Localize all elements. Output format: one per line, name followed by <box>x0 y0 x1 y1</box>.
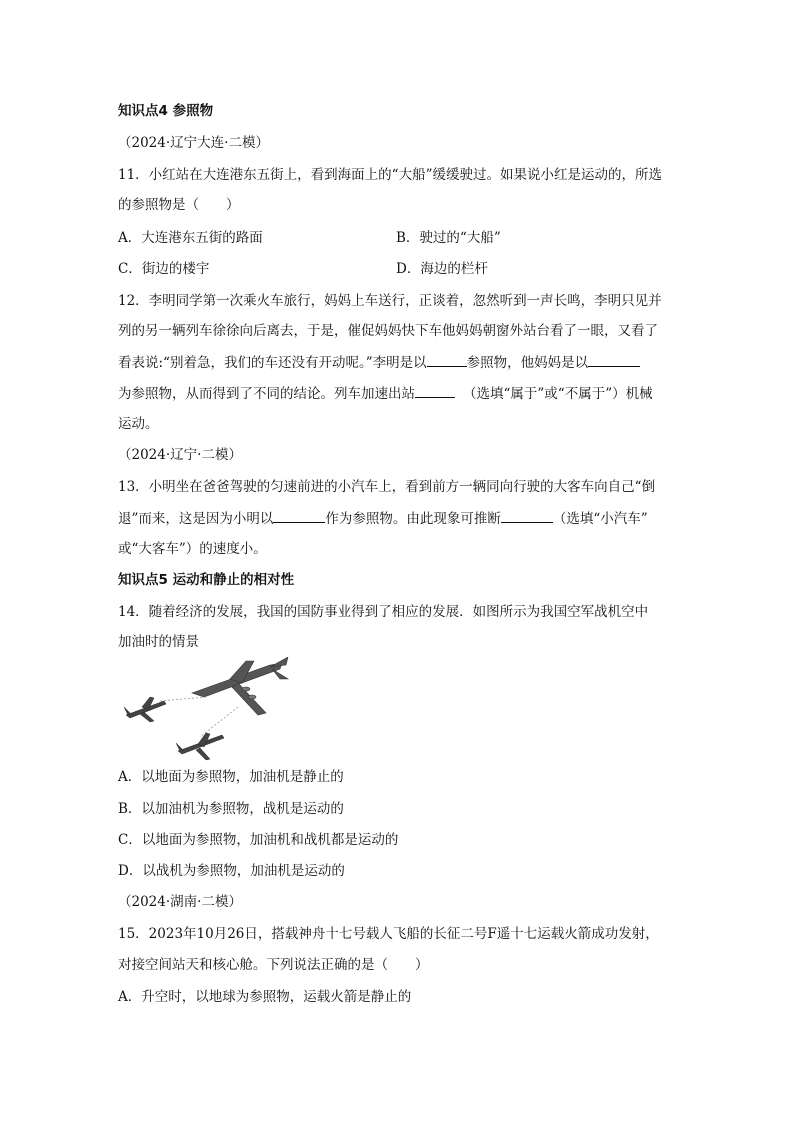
q13-answer-blank-2[interactable] <box>501 508 553 523</box>
q13-line-2 <box>118 508 648 529</box>
q15-stem-line-2: 对接空间站天和核心舱。下列说法正确的是（ ） <box>118 957 429 973</box>
fighter-jet-bottom-icon <box>176 733 224 760</box>
q12-answer-blank-3[interactable] <box>415 383 455 398</box>
q14-option-c: C．以地面为参照物，加油机和战机都是运动的 <box>118 832 399 848</box>
q14-option-b: B．以加油机为参照物，战机是运动的 <box>118 801 344 817</box>
refueling-hose-icon <box>160 697 238 737</box>
q13-line-1: 13．小明坐在爸爸驾驶的匀速前进的小汽车上，看到前方一辆同向行驶的大客车向自己“倒 <box>118 479 656 495</box>
q13-line-2-text-c: （选填“小汽车” <box>552 511 648 527</box>
q14-option-d: D．以战机为参照物，加油机是运动的 <box>118 863 345 879</box>
q14-option-a: A．以地面为参照物，加油机是静止的 <box>118 769 344 785</box>
fighter-jet-left-icon <box>124 697 166 722</box>
q11-stem-line-2: 的参照物是（ ） <box>118 197 240 213</box>
q11-option-a: A．大连港东五街的路面 <box>118 230 263 246</box>
q11-option-c: C．街边的楼宇 <box>118 261 210 277</box>
q15-source: （2024·湖南·二模） <box>118 894 242 910</box>
q14-stem-line-1: 14．随着经济的发展，我国的国防事业得到了相应的发展．如图所示为我国空军战机空中 <box>118 604 649 620</box>
q12-answer-blank-2[interactable] <box>588 352 640 367</box>
q15-option-a: A．升空时，以地球为参照物，运载火箭是静止的 <box>118 989 412 1005</box>
q15-stem-line-1: 15．2023年10月26日，搭载神舟十七号载人飞船的长征二号F遥十七运载火箭成功发射， <box>118 926 659 942</box>
q12-line-5: 运动。 <box>118 416 159 432</box>
q12-line-4 <box>118 383 653 404</box>
q12-line-4-text-a: 为参照物，从而得到了不同的结论。列车加速出站 <box>118 386 415 402</box>
q11-source: （2024·辽宁大连·二模） <box>118 135 269 151</box>
q11-option-b: B．驶过的“大船” <box>396 230 501 246</box>
q13-line-3: 或“大客车”）的速度小。 <box>118 541 267 557</box>
q13-source: （2024·辽宁·二模） <box>118 447 242 463</box>
q11-option-d: D．海边的栏杆 <box>396 261 488 277</box>
q12-answer-blank-1[interactable] <box>427 352 467 367</box>
q12-line-4-text-b: （选填“属于”或“不属于”）机械 <box>463 386 653 402</box>
q13-answer-blank-1[interactable] <box>273 508 325 523</box>
q12-line-3 <box>118 352 640 373</box>
q12-line-3-text-b: 参照物，他妈妈是以 <box>466 355 589 371</box>
q12-line-2: 列的另一辆列车徐徐向后离去，于是，催促妈妈快下车他妈妈朝窗外站台看了一眼，又看了 <box>118 323 658 339</box>
tanker-aircraft-icon <box>192 657 288 715</box>
q13-line-2-text-a: 退”而来，这是因为小明以 <box>118 511 274 527</box>
aerial-refueling-figure <box>120 657 290 763</box>
q12-line-3-text-a: 看表说:“别着急，我们的车还没有开动呢。”李明是以 <box>118 355 427 371</box>
section-heading-5: 知识点5 运动和静止的相对性 <box>118 572 295 588</box>
q13-line-2-text-b: 作为参照物。由此现象可推断 <box>325 511 501 527</box>
q14-stem-line-2: 加油时的情景 <box>118 634 199 650</box>
q12-line-1: 12．李明同学第一次乘火车旅行，妈妈上车送行，正谈着，忽然听到一声长鸣，李明只见并 <box>118 293 662 309</box>
q11-stem-line-1: 11．小红站在大连港东五街上，看到海面上的“大船”缓缓驶过。如果说小红是运动的，所选 <box>118 167 662 183</box>
section-heading-4: 知识点4 参照物 <box>118 103 214 119</box>
